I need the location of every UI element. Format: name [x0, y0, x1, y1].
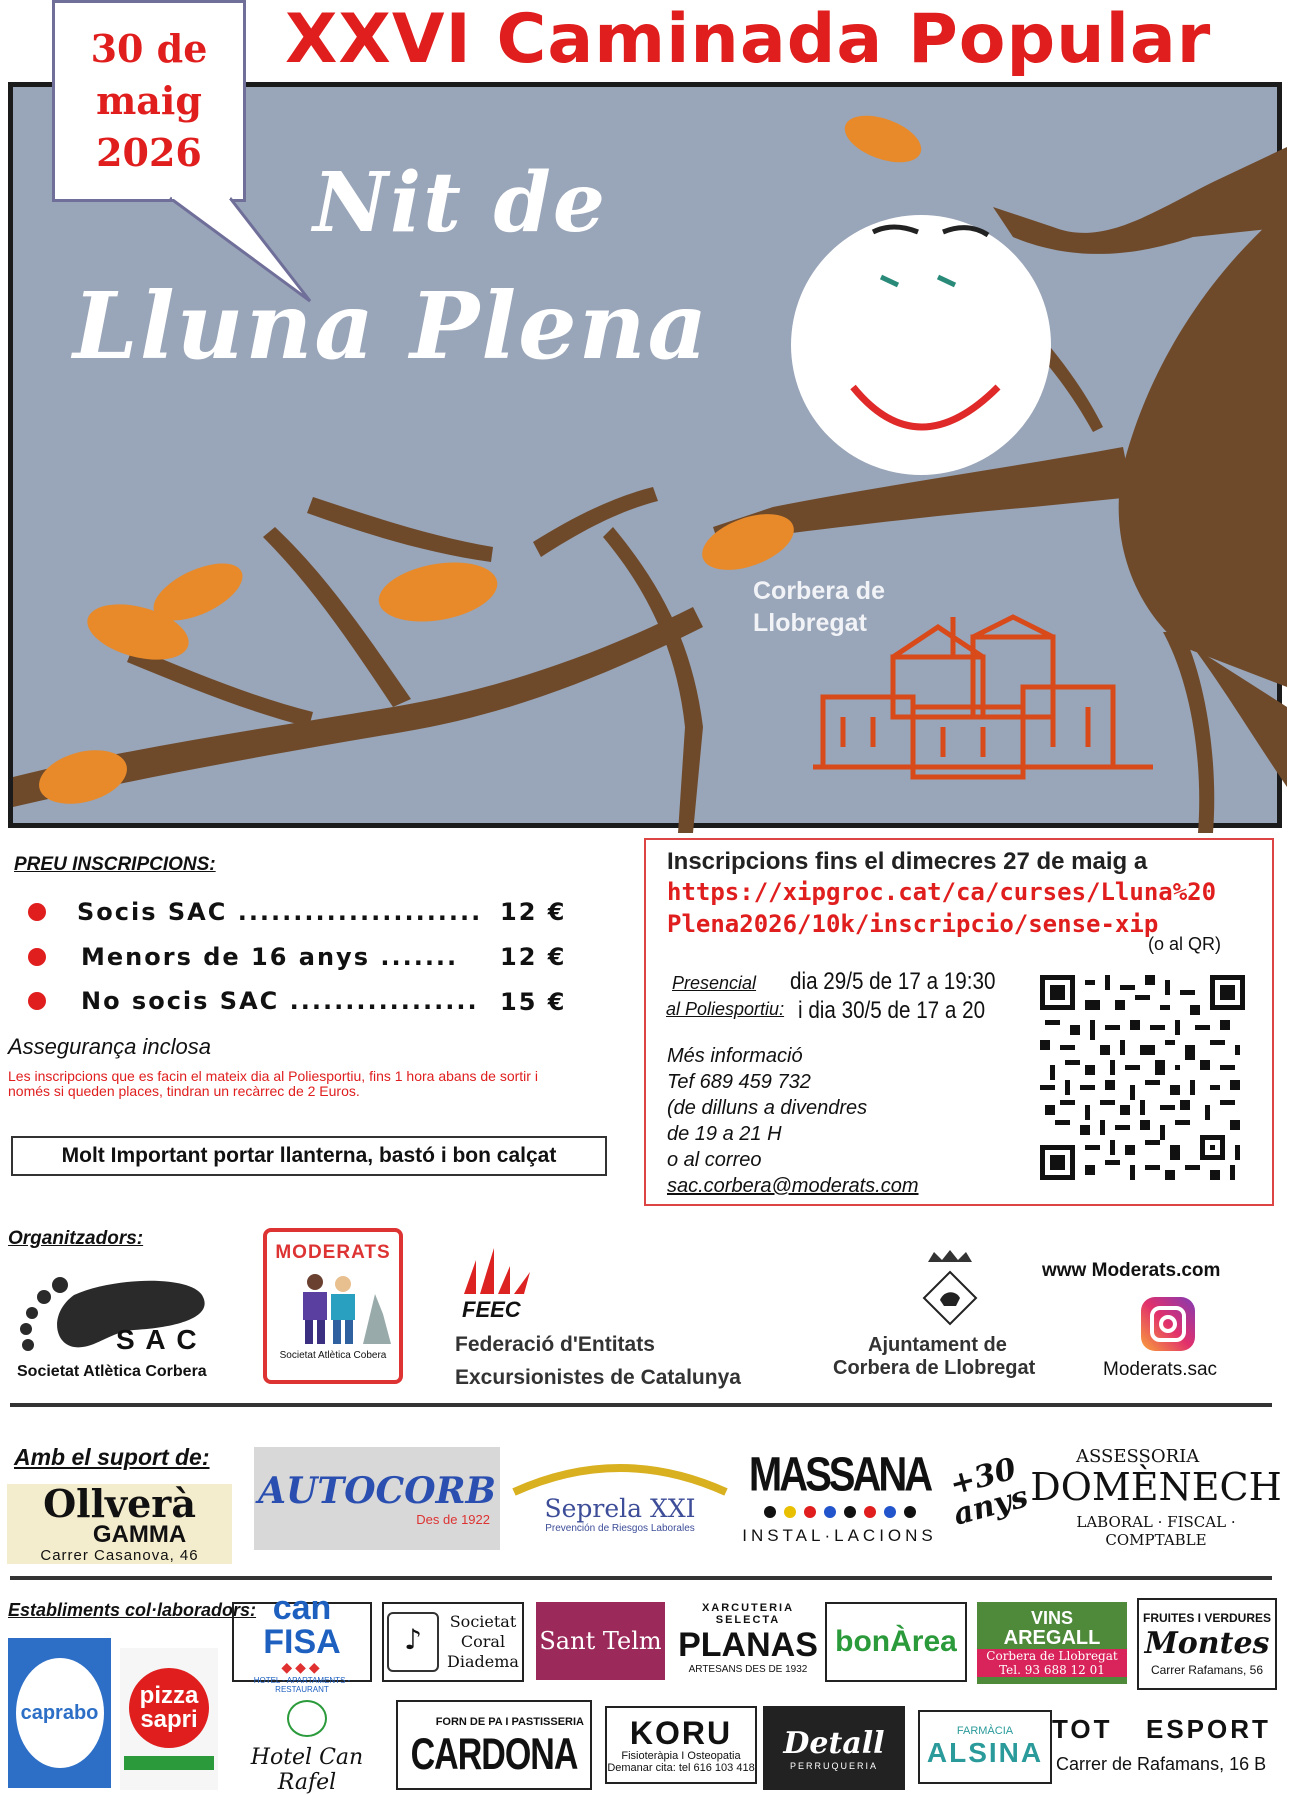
- price-label-socis: Socis SAC ......................: [77, 898, 483, 926]
- date-year: 2026: [96, 130, 202, 175]
- sponsor-seprela: Seprela XXI Prevención de Riesgos Laborales: [510, 1447, 730, 1550]
- totesport-address: Carrer de Rafamans, 16 B: [1056, 1754, 1267, 1774]
- town-crest-icon: [920, 1250, 980, 1330]
- canrafel-emblem-icon: [287, 1700, 327, 1737]
- instagram-icon[interactable]: [1141, 1297, 1195, 1351]
- instagram-handle[interactable]: Moderats.sac: [1103, 1359, 1218, 1380]
- event-title: XXVI Caminada Popular: [285, 0, 1212, 79]
- collab-santtelm: Sant Telm: [536, 1602, 665, 1680]
- totesport-word1: TOT: [1052, 1714, 1113, 1744]
- moderats-logo: [263, 1228, 403, 1384]
- bullet-icon: [28, 992, 46, 1010]
- divider: [10, 1576, 1272, 1580]
- organizers-heading: Organitzadors:: [8, 1228, 144, 1249]
- collab-caprabo: caprabo: [8, 1638, 111, 1788]
- date-month: maig: [96, 78, 202, 123]
- collab-montes: FRUITES I VERDURES Montes Carrer Rafamans, 56: [1137, 1598, 1277, 1690]
- seprela-arc-icon: [510, 1464, 730, 1494]
- sponsor-domenech: ASSESSORIA DOMÈNECH LABORAL · FISCAL · COMPTABLE: [1030, 1446, 1282, 1549]
- price-label-menors: Menors de 16 anys .......: [81, 943, 459, 971]
- surcharge-note: Les inscripcions que es facin el mateix dia al Poliesportiu, fins 1 hora abans de sortir i només si queden places, tindran un recàrrec de 2 Euros.: [8, 1068, 538, 1099]
- collab-canfisa: can FISA ◆◆◆ HOTEL - APARTAMENTS - RESTAURANT: [232, 1602, 372, 1682]
- collaborators-heading: Establiments col·laboradors:: [8, 1600, 257, 1620]
- sponsor-autocorb: AUTOCORB Des de 1922: [254, 1447, 500, 1550]
- contact-email[interactable]: sac.corbera@moderats.com: [667, 1175, 919, 1197]
- price-value-socis: 12 €: [500, 898, 567, 926]
- totesport-word2: ESPORT: [1146, 1714, 1271, 1744]
- collab-cardona: FORN DE PA I PASTISSERIA CARDONA: [396, 1700, 592, 1790]
- info-block: Més informació Tef 689 459 732 (de dilluns a divendres de 19 a 21 H o al correo sac.corbera@moderats.com: [667, 1045, 919, 1197]
- website-link[interactable]: www Moderats.com: [1042, 1260, 1221, 1281]
- collab-bonarea: bonÀrea: [825, 1602, 967, 1682]
- collab-koru: KORU Fisioteràpia I Osteopatia Demanar cita: tel 616 103 418: [605, 1706, 757, 1784]
- divider: [10, 1403, 1272, 1407]
- poliesportiu-label: al Poliesportiu:: [666, 999, 785, 1019]
- bubble-tail: [150, 196, 320, 306]
- canfisa-diamonds: ◆◆◆: [281, 1658, 323, 1675]
- sac-name: Societat Atlètica Corbera: [17, 1363, 207, 1380]
- feec-abbr: FEEC: [462, 1297, 521, 1322]
- feec-line1: Federació d'Entitats: [455, 1333, 655, 1356]
- hero-title-line2: Lluna Plena: [73, 272, 710, 380]
- collab-pizza-sapri: pizza sapri: [120, 1648, 218, 1790]
- moderats-caption: Societat Atlètica Cobera: [279, 1350, 387, 1361]
- price-label-no-socis: No socis SAC .................: [81, 987, 479, 1015]
- collab-planas: XARCUTERIA SELECTA PLANAS ARTESANS DES DE 1932: [678, 1601, 818, 1675]
- ajuntament-line1: Ajuntament de: [868, 1334, 1007, 1356]
- qr-note: (o al QR): [1148, 934, 1222, 954]
- town-label: Corbera de Llobregat: [753, 577, 885, 637]
- registration-url-line2[interactable]: Plena2026/10k/inscripcio/sense-xip: [667, 910, 1159, 938]
- feec-flag-icon: [462, 1246, 534, 1296]
- price-value-no-socis: 15 €: [500, 988, 567, 1016]
- hero-title-line1: Nit de: [313, 155, 608, 251]
- bullet-icon: [28, 948, 46, 966]
- registration-url-line1[interactable]: https://xipgroc.cat/ca/curses/Lluna%20: [667, 878, 1217, 906]
- sponsors-heading: Amb el suport de:: [14, 1444, 210, 1470]
- massana-anniversary-badge: +30 anys: [946, 1451, 1032, 1533]
- registration-deadline: Inscripcions fins el dimecres 27 de maig a: [667, 848, 1148, 875]
- moderats-title: MODERATS: [275, 1242, 391, 1263]
- collab-hotel-canrafel: Hotel Can Rafel: [232, 1700, 382, 1795]
- presencial-day2: i dia 30/5 de 17 a 20: [798, 997, 986, 1024]
- sponsor-massana: MASSANA INSTAL·LACIONS: [742, 1448, 937, 1545]
- collab-detall: Detall PERRUQUERIA: [763, 1706, 905, 1790]
- qr-code[interactable]: [1040, 975, 1245, 1180]
- collab-societat-coral: ♪ Societat Coral Diadema: [382, 1602, 524, 1682]
- feec-line2: Excursionistes de Catalunya: [455, 1366, 741, 1389]
- presencial-label: Presencial: [672, 973, 757, 993]
- presencial-day1: dia 29/5 de 17 a 19:30: [790, 968, 996, 995]
- bullet-icon: [28, 903, 46, 921]
- insurance-note: Assegurança inclosa: [8, 1034, 212, 1059]
- sponsor-ollvera: Ollverà GAMMA Carrer Casanova, 46: [7, 1484, 232, 1564]
- date-day: 30 de: [90, 26, 208, 71]
- collab-vins-aregall: VINS AREGALL Corbera de Llobregat Tel. 93 688 12 01: [977, 1602, 1127, 1684]
- date-bubble: [52, 0, 246, 202]
- pricing-heading: PREU INSCRIPCIONS:: [14, 854, 216, 875]
- important-box: Molt Important portar llanterna, bastó i bon calçat: [11, 1136, 607, 1176]
- massana-color-dots: [764, 1506, 916, 1518]
- coral-emblem-icon: ♪: [387, 1612, 439, 1672]
- price-value-menors: 12 €: [500, 943, 567, 971]
- hikers-icon: [267, 1264, 399, 1350]
- sac-logo-text: S A C: [116, 1324, 199, 1355]
- ajuntament-line2: Corbera de Llobregat: [833, 1357, 1036, 1379]
- collab-farmacia-alsina: FARMÀCIA ALSINA: [918, 1710, 1052, 1784]
